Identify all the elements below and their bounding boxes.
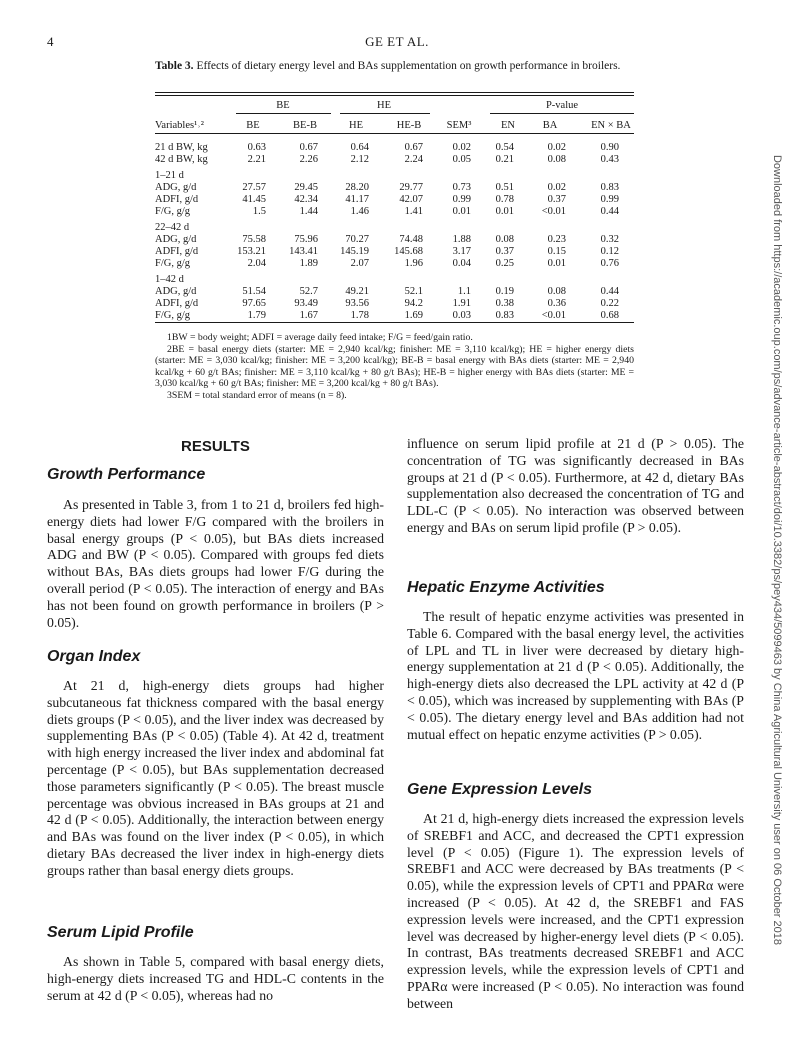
left-column: [47, 0, 384, 1044]
running-title: GE ET AL.: [365, 34, 429, 49]
table-cell: 49.21: [345, 286, 369, 297]
table-cell: 75.58: [242, 234, 266, 245]
right-column: [404, 0, 744, 1044]
table-cell: 0.99: [452, 194, 471, 205]
table-cell: 29.77: [399, 182, 423, 193]
table-cell: 1.79: [247, 310, 266, 321]
column-header: HE-B: [396, 120, 422, 131]
table-cell: 0.78: [495, 194, 514, 205]
table-cell: 0.02: [452, 142, 471, 153]
hepatic-heading: Hepatic Enzyme Activities: [407, 579, 605, 596]
table-cell: 93.56: [345, 298, 369, 309]
table-cell: 27.57: [242, 182, 266, 193]
gene-paragraph: At 21 d, high-energy diets increased the expression levels of SREBF1 and ACC, and decreased the CPT1 expression level (P < 0.05) (Figure 1). The expression levels of SREBF1 and ACC were decreased by BAs treatments (P < 0.05), while the expression levels of CPT1 and PPARα were increased (P < 0.05). At 42 d, the SREBF1 and FAS expression levels were increased, and the CPT1 expression level was decreased by higher-energy level diets (P < 0.05). In contrast, BAs treatments decreased SREBF1 and ACC expression levels, while the expression levels of CPT1 and PPARα were increased (P < 0.05). No interaction was found between: [407, 811, 744, 1011]
table-cell: 0.73: [452, 182, 471, 193]
table-cell: 1.89: [299, 258, 318, 269]
table-cell: 3.17: [452, 246, 471, 257]
growth-heading: Growth Performance: [47, 466, 206, 483]
table-row-label: ADG, g/d: [155, 182, 197, 193]
table-cell: 0.90: [600, 142, 619, 153]
table-cell: 0.01: [547, 258, 566, 269]
table-cell: 1.41: [404, 206, 423, 217]
table-cell: 0.25: [495, 258, 514, 269]
table-cell: 28.20: [345, 182, 369, 193]
hepatic-paragraph: The result of hepatic enzyme activities was presented in Table 6. Compared with the basal energy level, the activities of LPL and TL in liver were decreased by dietary high-energy supplementation at 21 d (P < 0.05). Additionally, the high-energy diets also decreased the LPL activity at 42 d (P < 0.05), which was increased by supplementing with BAs (P < 0.05). The dietary energy level and BAs addition had not mutual effect on hepatic enzyme activities (P > 0.05).: [407, 609, 744, 742]
organ-heading: Organ Index: [47, 648, 141, 665]
table-cell: 0.22: [600, 298, 619, 309]
table-cell: 0.03: [452, 310, 471, 321]
group-header: P-value: [545, 100, 579, 111]
table-cell: 0.38: [495, 298, 514, 309]
serum-continued-paragraph: influence on serum lipid profile at 21 d (P > 0.05). The concentration of TG was significantly decreased in BAs groups at 21 d (P < 0.05). Furthermore, at 42 d, dietary BAs supplementation also decreased the concentration of TG and LDL-C (P < 0.05). No interaction was observed between energy and BAs on serum lipid profile (P > 0.05).: [407, 436, 744, 535]
table-cell: 42.34: [294, 194, 318, 205]
table-cell: 143.41: [289, 246, 318, 257]
table-cell: 0.08: [547, 286, 566, 297]
table-cell: 0.36: [547, 298, 566, 309]
table-cell: 0.08: [547, 154, 566, 165]
growth-paragraph: As presented in Table 3, from 1 to 21 d, broilers fed high-energy diets had lower F/G compared with the broilers in basal energy groups (P < 0.05), but BAs diets increased ADG and BW (P < 0.05). Compared with groups fed diets without BAs, BAs diets groups had lower F/G during the overall period (P < 0.05). The interaction of energy and BAs has not been found on growth performance in broilers (P > 0.05).: [47, 497, 384, 630]
table-caption-label: Table 3.: [155, 60, 194, 72]
table-cell: 0.23: [547, 234, 566, 245]
table-cell: 2.26: [299, 154, 318, 165]
table-cell: 2.24: [404, 154, 423, 165]
table-caption-text: Effects of dietary energy level and BAs supplementation on growth performance in broilers.: [196, 60, 621, 72]
table-period-label: 1–21 d: [155, 170, 184, 181]
column-header: EN × BA: [591, 120, 631, 131]
table-cell: 0.67: [404, 142, 423, 153]
table-cell: 1.44: [299, 206, 318, 217]
group-header: HE: [377, 100, 391, 111]
table-cell: 2.12: [350, 154, 369, 165]
table-cell: 0.76: [600, 258, 619, 269]
table-cell: 0.19: [495, 286, 514, 297]
column-header: Variables¹˒²: [155, 120, 204, 131]
table-cell: 0.83: [495, 310, 514, 321]
table-cell: 51.54: [242, 286, 266, 297]
table-cell: 153.21: [237, 246, 266, 257]
table-row-label: 21 d BW, kg: [155, 142, 208, 153]
footnote-3: 3SEM = total standard error of means (n = 8).: [167, 389, 347, 401]
table-cell: 1.88: [452, 234, 471, 245]
column-header: HE: [349, 120, 363, 131]
table-cell: 1.46: [350, 206, 369, 217]
serum-text-block: [47, 954, 384, 1004]
table-cell: 0.04: [452, 258, 471, 269]
column-header: SEM³: [446, 120, 472, 131]
table-cell: 0.43: [600, 154, 619, 165]
table-cell: 93.49: [294, 298, 318, 309]
serum-paragraph: As shown in Table 5, compared with basal energy diets, high-energy diets increased TG and HDL-C contents in the serum at 42 d (P < 0.05), whereas had no: [47, 954, 384, 1003]
table-period-label: 1–42 d: [155, 274, 184, 285]
table-cell: 0.37: [547, 194, 566, 205]
table-cell: 0.54: [495, 142, 514, 153]
table-cell: 0.02: [547, 142, 566, 153]
table-row-label: ADFI, g/d: [155, 246, 199, 257]
table-period-label: 22–42 d: [155, 222, 190, 233]
serum-heading: Serum Lipid Profile: [47, 924, 194, 941]
table-cell: 1.1: [457, 286, 471, 297]
serum-cont-block: [407, 436, 744, 537]
table-cell: 70.27: [345, 234, 369, 245]
footnote-2: 2BE = basal energy diets (starter: ME = 2,940 kcal/kg; finisher: ME = 3,110 kcal/kg); HE = higher energy diets (starter: ME = 3,030 kcal/kg; finisher: ME = 3,200 kcal/kg); BE-B = basal energy with BAs diets (starter: ME = 2,940 kcal/kg + 60 g/t BAs; finisher: ME = 3,110 kcal/kg + 80 g/t BAs); HE-B = higher energy with BAs diets (starter: ME = 3,030 kcal/kg + 60 g/t BAs; finisher: ME = 3,200 kcal/kg + 80 g/t BAs).: [155, 343, 634, 389]
table-cell: <0.01: [541, 206, 566, 217]
table-cell: 145.68: [394, 246, 423, 257]
table-cell: 2.21: [247, 154, 266, 165]
table-cell: 1.67: [299, 310, 318, 321]
table-row-label: F/G, g/g: [155, 258, 191, 269]
table-row-label: ADG, g/d: [155, 286, 197, 297]
table-cell: 1.69: [404, 310, 423, 321]
table-cell: 0.15: [547, 246, 566, 257]
gene-heading: Gene Expression Levels: [407, 781, 592, 798]
group-header: BE: [276, 100, 290, 111]
table-cell: 97.65: [242, 298, 266, 309]
table-cell: <0.01: [541, 310, 566, 321]
table-cell: 2.04: [247, 258, 266, 269]
column-header: BE-B: [293, 120, 317, 131]
table-cell: 0.37: [495, 246, 514, 257]
table-cell: 0.67: [299, 142, 318, 153]
table-cell: 29.45: [294, 182, 318, 193]
table-cell: 42.07: [399, 194, 423, 205]
table-cell: 145.19: [340, 246, 369, 257]
table-cell: 74.48: [399, 234, 423, 245]
table-row-label: F/G, g/g: [155, 310, 191, 321]
table-cell: 0.21: [495, 154, 514, 165]
table-cell: 0.64: [350, 142, 369, 153]
table-cell: 1.96: [404, 258, 423, 269]
column-header: BA: [542, 120, 558, 131]
gene-text-block: [407, 811, 744, 1013]
table-cell: 0.99: [600, 194, 619, 205]
page-number: 4: [47, 34, 54, 49]
table-cell: 1.91: [452, 298, 471, 309]
table-cell: 0.01: [452, 206, 471, 217]
table-cell: 1.5: [252, 206, 266, 217]
organ-text-block: [47, 678, 384, 880]
table-cell: 0.44: [600, 286, 619, 297]
table-cell: 1.78: [350, 310, 369, 321]
results-heading: RESULTS: [181, 438, 250, 455]
footnote-1: 1BW = body weight; ADFI = average daily feed intake; F/G = feed/gain ratio.: [167, 332, 473, 343]
table-cell: 52.7: [299, 286, 318, 297]
table-row-label: ADFI, g/d: [155, 194, 199, 205]
table-cell: 52.1: [404, 286, 423, 297]
table-row-label: ADG, g/d: [155, 234, 197, 245]
table-cell: 0.08: [495, 234, 514, 245]
table-cell: 0.01: [495, 206, 514, 217]
growth-text-block: [47, 497, 384, 631]
table-cell: 0.83: [600, 182, 619, 193]
table-cell: 41.45: [242, 194, 266, 205]
table-cell: 75.96: [294, 234, 318, 245]
column-header: BE: [246, 120, 260, 131]
table-row-label: ADFI, g/d: [155, 298, 199, 309]
table-cell: 41.17: [345, 194, 369, 205]
table-cell: 0.12: [600, 246, 619, 257]
table-cell: 0.63: [247, 142, 266, 153]
table-cell: 2.07: [350, 258, 369, 269]
table-row-label: 42 d BW, kg: [155, 154, 208, 165]
table-cell: 0.05: [452, 154, 471, 165]
table-cell: 0.51: [495, 182, 514, 193]
hepatic-text-block: [407, 609, 744, 743]
table-cell: 0.44: [600, 206, 619, 217]
table-cell: 0.32: [600, 234, 619, 245]
table-cell: 94.2: [404, 298, 423, 309]
table-row-label: F/G, g/g: [155, 206, 191, 217]
download-watermark-text: Downloaded from https://academic.oup.com/ps/advance-article-abstract/doi/10.3382/ps/pey434/5099463 by China Agricultural University user on 06 October 2018: [771, 154, 783, 946]
organ-paragraph: At 21 d, high-energy diets groups had higher subcutaneous fat thickness compared with the basal energy diets groups (P < 0.05), and the liver index was decreased by supplementing BAs (P < 0.05) (Table 4). At 42 d, treatment with high energy increased the liver index and abdominal fat percentage (P < 0.05), but BAs supplementation decreased those parameters significantly (P < 0.05). The breast muscle percentage was obvious increased in BAs groups at 21 and 42 d (P < 0.05). Additionally, the interaction between energy and BAs was found on the liver index (P < 0.05), in which dietary BAs decreased the liver index in high-energy diets groups rather than basal energy diets groups.: [47, 678, 384, 878]
table-cell: 0.02: [547, 182, 566, 193]
column-header: EN: [501, 120, 515, 131]
table-cell: 0.68: [600, 310, 619, 321]
download-watermark: [768, 140, 786, 960]
